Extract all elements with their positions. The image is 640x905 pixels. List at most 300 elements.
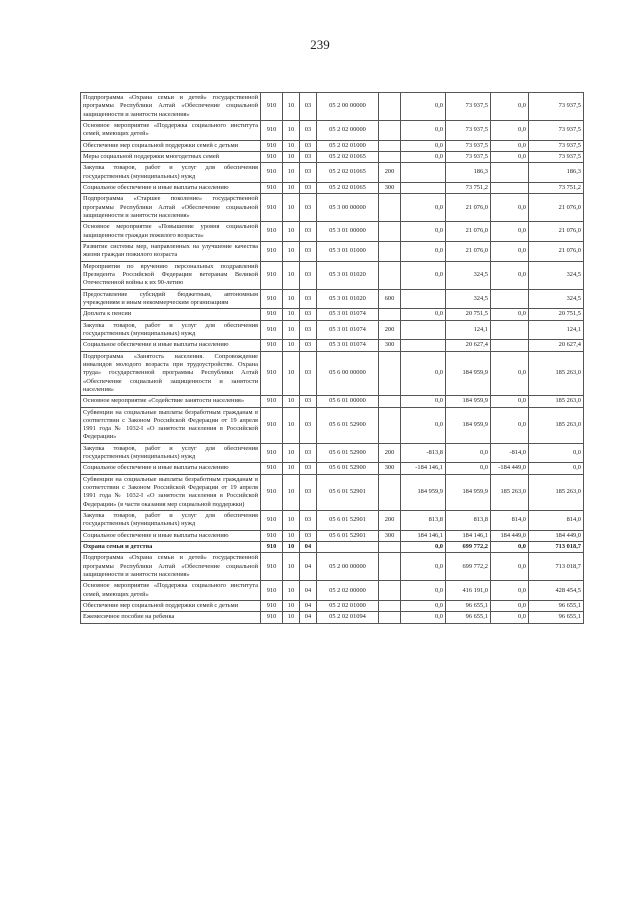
cell-name: Меры социальной поддержки многодетных семей [81, 151, 261, 162]
cell-csr: 05 6 01 52901 [317, 474, 379, 510]
cell-amount-1: 0,0 [401, 261, 446, 289]
cell-rz: 10 [283, 241, 300, 261]
cell-csr: 05 2 02 00000 [317, 120, 379, 140]
cell-amount-1: 0,0 [401, 407, 446, 443]
cell-amount-3: 0,0 [491, 351, 529, 396]
cell-name: Закупка товаров, работ и услуг для обеспечения государственных (муниципальных) нужд [81, 443, 261, 463]
cell-vr: 300 [379, 530, 401, 541]
cell-amount-4: 96 655,1 [529, 601, 584, 612]
cell-amount-1: 184 146,1 [401, 530, 446, 541]
cell-amount-2: 184 146,1 [446, 530, 491, 541]
cell-amount-1: 0,0 [401, 140, 446, 151]
cell-amount-3: 184 449,0 [491, 530, 529, 541]
table-row [81, 443, 584, 463]
cell-amount-4: 713 018,7 [529, 553, 584, 581]
table-row [81, 241, 584, 261]
table-row [81, 474, 584, 510]
cell-rz: 10 [283, 120, 300, 140]
cell-amount-3: 185 263,0 [491, 474, 529, 510]
cell-name: Мероприятия по вручению персональных поздравлений Президента Российской Федерации ветеранам Великой Отечественной войны к их 90-летию [81, 261, 261, 289]
cell-amount-2: 20 627,4 [446, 340, 491, 351]
cell-gr: 910 [261, 612, 283, 623]
cell-vr [379, 351, 401, 396]
cell-amount-1 [401, 182, 446, 193]
cell-amount-4: 428 454,5 [529, 581, 584, 601]
cell-csr: 05 3 00 00000 [317, 194, 379, 222]
cell-amount-2: 21 076,0 [446, 194, 491, 222]
cell-vr [379, 120, 401, 140]
table-row [81, 463, 584, 474]
cell-gr: 910 [261, 289, 283, 309]
cell-vr [379, 542, 401, 553]
cell-amount-4: 20 751,5 [529, 309, 584, 320]
cell-csr: 05 3 01 01074 [317, 320, 379, 340]
cell-amount-3: 0,0 [491, 581, 529, 601]
table-row [81, 340, 584, 351]
cell-amount-3 [491, 320, 529, 340]
cell-rz: 10 [283, 581, 300, 601]
cell-amount-1: 0,0 [401, 93, 446, 121]
cell-amount-3: 0,0 [491, 396, 529, 407]
cell-vr [379, 194, 401, 222]
cell-name: Подпрограмма «Охрана семьи и детей» государственной программы Республики Алтай «Обеспечение социальной защищенности и занятости населения» [81, 553, 261, 581]
cell-csr: 05 3 01 01000 [317, 241, 379, 261]
cell-amount-2: 20 751,5 [446, 309, 491, 320]
cell-vr: 300 [379, 463, 401, 474]
cell-pr: 03 [300, 182, 317, 193]
cell-amount-4: 184 449,0 [529, 530, 584, 541]
cell-amount-1 [401, 320, 446, 340]
cell-vr: 300 [379, 182, 401, 193]
cell-amount-4: 814,0 [529, 511, 584, 531]
cell-amount-4: 324,5 [529, 261, 584, 289]
cell-amount-2: 73 937,5 [446, 140, 491, 151]
cell-gr: 910 [261, 553, 283, 581]
cell-amount-3: 0,0 [491, 151, 529, 162]
cell-amount-3: 0,0 [491, 612, 529, 623]
table-row [81, 601, 584, 612]
cell-amount-2: 813,8 [446, 511, 491, 531]
cell-amount-4: 21 076,0 [529, 222, 584, 242]
cell-amount-2: 184 959,9 [446, 396, 491, 407]
cell-rz: 10 [283, 194, 300, 222]
budget-table [80, 92, 584, 624]
cell-name: Ежемесячное пособие на ребенка [81, 612, 261, 623]
cell-rz: 10 [283, 463, 300, 474]
cell-rz: 10 [283, 601, 300, 612]
cell-amount-1: 0,0 [401, 241, 446, 261]
cell-rz: 10 [283, 407, 300, 443]
table-row [81, 581, 584, 601]
cell-gr: 910 [261, 222, 283, 242]
cell-pr: 03 [300, 463, 317, 474]
table-row [81, 320, 584, 340]
table-row [81, 553, 584, 581]
cell-pr: 03 [300, 443, 317, 463]
cell-name: Социальное обеспечение и иные выплаты населению [81, 530, 261, 541]
cell-amount-3: 0,0 [491, 140, 529, 151]
cell-rz: 10 [283, 261, 300, 289]
cell-vr [379, 553, 401, 581]
cell-name: Охрана семьи и детства [81, 542, 261, 553]
cell-csr: 05 2 02 01000 [317, 601, 379, 612]
table-row [81, 151, 584, 162]
cell-vr [379, 222, 401, 242]
cell-name: Социальное обеспечение и иные выплаты населению [81, 182, 261, 193]
cell-gr: 910 [261, 407, 283, 443]
table-row [81, 163, 584, 183]
cell-amount-2: 184 959,9 [446, 474, 491, 510]
cell-csr: 05 2 02 01065 [317, 182, 379, 193]
cell-csr: 05 3 01 01020 [317, 289, 379, 309]
cell-amount-2: 416 191,0 [446, 581, 491, 601]
cell-amount-4: 186,3 [529, 163, 584, 183]
cell-amount-4: 73 937,5 [529, 93, 584, 121]
table-row [81, 542, 584, 553]
cell-amount-3: 0,0 [491, 601, 529, 612]
cell-rz: 10 [283, 396, 300, 407]
table-row [81, 530, 584, 541]
cell-amount-3: 0,0 [491, 194, 529, 222]
cell-gr: 910 [261, 463, 283, 474]
cell-gr: 910 [261, 151, 283, 162]
cell-pr: 03 [300, 93, 317, 121]
cell-amount-4: 21 076,0 [529, 194, 584, 222]
cell-rz: 10 [283, 612, 300, 623]
cell-amount-4: 96 655,1 [529, 612, 584, 623]
cell-amount-1: 0,0 [401, 396, 446, 407]
table-row [81, 194, 584, 222]
cell-pr: 04 [300, 553, 317, 581]
cell-amount-2: 184 959,9 [446, 351, 491, 396]
cell-csr: 05 3 01 00000 [317, 222, 379, 242]
cell-csr: 05 2 00 00000 [317, 553, 379, 581]
cell-rz: 10 [283, 340, 300, 351]
cell-vr: 200 [379, 320, 401, 340]
cell-rz: 10 [283, 163, 300, 183]
cell-csr: 05 2 02 01000 [317, 140, 379, 151]
table-row [81, 140, 584, 151]
cell-rz: 10 [283, 542, 300, 553]
cell-name: Подпрограмма «Занятость населения. Сопровождение инвалидов молодого возраста при трудоустройстве. Охрана труда» государственной программы Республики Алтай «Обеспечение социальной защищенности и занятости населения» [81, 351, 261, 396]
cell-pr: 03 [300, 289, 317, 309]
cell-gr: 910 [261, 530, 283, 541]
cell-amount-3: 0,0 [491, 261, 529, 289]
cell-csr: 05 6 01 52901 [317, 511, 379, 531]
cell-amount-3 [491, 289, 529, 309]
cell-amount-1: 813,8 [401, 511, 446, 531]
cell-amount-3: -184 449,0 [491, 463, 529, 474]
cell-amount-1 [401, 289, 446, 309]
cell-amount-1: 0,0 [401, 151, 446, 162]
cell-amount-3: 0,0 [491, 222, 529, 242]
cell-pr: 03 [300, 309, 317, 320]
cell-pr: 03 [300, 241, 317, 261]
cell-rz: 10 [283, 309, 300, 320]
cell-gr: 910 [261, 140, 283, 151]
cell-name: Подпрограмма «Охрана семьи и детей» государственной программы Республики Алтай «Обеспечение социальной защищенности и занятости населения» [81, 93, 261, 121]
cell-csr: 05 3 01 01020 [317, 261, 379, 289]
cell-name: Закупка товаров, работ и услуг для обеспечения государственных (муниципальных) нужд [81, 511, 261, 531]
table-row [81, 289, 584, 309]
cell-amount-1: -184 146,1 [401, 463, 446, 474]
cell-amount-1: 0,0 [401, 542, 446, 553]
cell-amount-4: 185 263,0 [529, 396, 584, 407]
cell-vr: 200 [379, 443, 401, 463]
cell-amount-3 [491, 163, 529, 183]
cell-pr: 04 [300, 581, 317, 601]
table-row [81, 511, 584, 531]
cell-amount-4: 185 263,0 [529, 474, 584, 510]
cell-gr: 910 [261, 241, 283, 261]
cell-gr: 910 [261, 511, 283, 531]
cell-gr: 910 [261, 396, 283, 407]
cell-gr: 910 [261, 120, 283, 140]
cell-gr: 910 [261, 542, 283, 553]
cell-pr: 03 [300, 194, 317, 222]
cell-gr: 910 [261, 194, 283, 222]
cell-amount-1: 0,0 [401, 222, 446, 242]
cell-amount-2: 699 772,2 [446, 553, 491, 581]
cell-csr: 05 6 00 00000 [317, 351, 379, 396]
cell-gr: 910 [261, 182, 283, 193]
cell-amount-3: 0,0 [491, 120, 529, 140]
cell-csr: 05 2 02 00000 [317, 581, 379, 601]
cell-csr: 05 3 01 01074 [317, 309, 379, 320]
cell-amount-4: 185 263,0 [529, 351, 584, 396]
cell-rz: 10 [283, 182, 300, 193]
cell-name: Социальное обеспечение и иные выплаты населению [81, 340, 261, 351]
cell-gr: 910 [261, 309, 283, 320]
cell-rz: 10 [283, 351, 300, 396]
cell-rz: 10 [283, 140, 300, 151]
cell-csr: 05 6 01 00000 [317, 396, 379, 407]
cell-vr [379, 601, 401, 612]
cell-csr: 05 2 02 01094 [317, 612, 379, 623]
cell-amount-4: 20 627,4 [529, 340, 584, 351]
cell-name: Обеспечение мер социальной поддержки семей с детьми [81, 140, 261, 151]
cell-rz: 10 [283, 530, 300, 541]
cell-rz: 10 [283, 320, 300, 340]
cell-gr: 910 [261, 93, 283, 121]
table-row [81, 351, 584, 396]
cell-vr [379, 407, 401, 443]
cell-amount-1 [401, 163, 446, 183]
cell-name: Основное мероприятие «Поддержка социального института семей, имеющих детей» [81, 581, 261, 601]
cell-name: Основное мероприятие «Содействие занятости населения» [81, 396, 261, 407]
cell-csr: 05 6 01 52900 [317, 407, 379, 443]
cell-vr [379, 581, 401, 601]
cell-amount-2: 324,5 [446, 289, 491, 309]
table-row [81, 396, 584, 407]
cell-amount-1: 0,0 [401, 351, 446, 396]
table-row [81, 261, 584, 289]
cell-amount-1: 0,0 [401, 553, 446, 581]
cell-name: Субвенции на социальные выплаты безработным гражданам в соответствии с Законом Российской Федерации от 19 апреля 1991 года № 1032-I «О занятости населения в Российской Федерации» (в части оказания мер социальной поддержки) [81, 474, 261, 510]
cell-gr: 910 [261, 474, 283, 510]
cell-amount-4: 73 937,5 [529, 151, 584, 162]
cell-rz: 10 [283, 553, 300, 581]
cell-amount-2: 21 076,0 [446, 222, 491, 242]
cell-amount-1: -813,8 [401, 443, 446, 463]
table-row [81, 120, 584, 140]
cell-gr: 910 [261, 351, 283, 396]
cell-vr [379, 261, 401, 289]
cell-csr: 05 6 01 52901 [317, 530, 379, 541]
cell-pr: 03 [300, 140, 317, 151]
table-row [81, 407, 584, 443]
table-row [81, 222, 584, 242]
cell-vr: 200 [379, 163, 401, 183]
cell-pr: 04 [300, 601, 317, 612]
cell-pr: 03 [300, 222, 317, 242]
cell-amount-3 [491, 182, 529, 193]
cell-pr: 03 [300, 320, 317, 340]
cell-amount-2: 73 937,5 [446, 93, 491, 121]
page-number: 239 [310, 37, 330, 52]
cell-csr: 05 6 01 52900 [317, 443, 379, 463]
cell-name: Доплата к пенсии [81, 309, 261, 320]
cell-amount-2: 0,0 [446, 443, 491, 463]
cell-amount-4: 73 937,5 [529, 120, 584, 140]
cell-amount-4: 124,1 [529, 320, 584, 340]
cell-amount-2: 0,0 [446, 463, 491, 474]
table-row [81, 309, 584, 320]
cell-amount-2: 699 772,2 [446, 542, 491, 553]
budget-table-body [81, 93, 584, 624]
cell-rz: 10 [283, 443, 300, 463]
cell-amount-4: 21 076,0 [529, 241, 584, 261]
cell-amount-3 [491, 340, 529, 351]
cell-pr: 03 [300, 474, 317, 510]
cell-amount-2: 21 076,0 [446, 241, 491, 261]
cell-amount-2: 73 937,5 [446, 151, 491, 162]
cell-vr [379, 309, 401, 320]
cell-name: Закупка товаров, работ и услуг для обеспечения государственных (муниципальных) нужд [81, 163, 261, 183]
cell-rz: 10 [283, 474, 300, 510]
cell-gr: 910 [261, 320, 283, 340]
cell-amount-3: 0,0 [491, 309, 529, 320]
cell-pr: 03 [300, 261, 317, 289]
cell-gr: 910 [261, 340, 283, 351]
cell-amount-2: 124,1 [446, 320, 491, 340]
cell-amount-3: -814,0 [491, 443, 529, 463]
cell-vr [379, 612, 401, 623]
cell-amount-4: 185 263,0 [529, 407, 584, 443]
cell-amount-1: 0,0 [401, 601, 446, 612]
cell-csr: 05 3 01 01074 [317, 340, 379, 351]
cell-csr: 05 2 00 00000 [317, 93, 379, 121]
cell-amount-3: 814,0 [491, 511, 529, 531]
cell-amount-3: 0,0 [491, 241, 529, 261]
cell-amount-2: 96 655,1 [446, 612, 491, 623]
cell-amount-4: 0,0 [529, 463, 584, 474]
table-row [81, 93, 584, 121]
cell-amount-2: 96 655,1 [446, 601, 491, 612]
cell-amount-3: 0,0 [491, 407, 529, 443]
cell-amount-4: 713 018,7 [529, 542, 584, 553]
cell-pr: 03 [300, 407, 317, 443]
cell-pr: 03 [300, 530, 317, 541]
cell-amount-4: 324,5 [529, 289, 584, 309]
cell-vr [379, 474, 401, 510]
cell-pr: 03 [300, 511, 317, 531]
cell-amount-2: 186,3 [446, 163, 491, 183]
cell-rz: 10 [283, 151, 300, 162]
cell-pr: 03 [300, 151, 317, 162]
cell-rz: 10 [283, 511, 300, 531]
cell-name: Основное мероприятие «Поддержка социального института семей, имеющих детей» [81, 120, 261, 140]
cell-vr: 600 [379, 289, 401, 309]
cell-csr: 05 2 02 01065 [317, 163, 379, 183]
cell-amount-2: 73 751,2 [446, 182, 491, 193]
cell-pr: 03 [300, 351, 317, 396]
cell-amount-1: 0,0 [401, 194, 446, 222]
cell-amount-1: 0,0 [401, 612, 446, 623]
cell-vr [379, 93, 401, 121]
cell-pr: 03 [300, 340, 317, 351]
cell-amount-2: 184 959,9 [446, 407, 491, 443]
cell-vr [379, 396, 401, 407]
cell-csr [317, 542, 379, 553]
table-row [81, 612, 584, 623]
cell-vr: 200 [379, 511, 401, 531]
cell-gr: 910 [261, 443, 283, 463]
cell-amount-3: 0,0 [491, 93, 529, 121]
cell-amount-4: 0,0 [529, 443, 584, 463]
cell-amount-2: 73 937,5 [446, 120, 491, 140]
cell-amount-3: 0,0 [491, 553, 529, 581]
cell-name: Подпрограмма «Старшее поколение» государственной программы Республики Алтай «Обеспечение социальной защищенности и занятости населения» [81, 194, 261, 222]
cell-rz: 10 [283, 289, 300, 309]
cell-vr [379, 151, 401, 162]
cell-pr: 04 [300, 612, 317, 623]
cell-gr: 910 [261, 601, 283, 612]
cell-name: Предоставление субсидий бюджетным, автономным учреждениям и иным некоммерческим организациям [81, 289, 261, 309]
cell-name: Закупка товаров, работ и услуг для обеспечения государственных (муниципальных) нужд [81, 320, 261, 340]
cell-amount-1: 0,0 [401, 309, 446, 320]
cell-gr: 910 [261, 581, 283, 601]
cell-gr: 910 [261, 163, 283, 183]
cell-amount-1: 184 959,9 [401, 474, 446, 510]
cell-name: Социальное обеспечение и иные выплаты населению [81, 463, 261, 474]
cell-rz: 10 [283, 222, 300, 242]
cell-amount-4: 73 751,2 [529, 182, 584, 193]
table-row [81, 182, 584, 193]
cell-csr: 05 6 01 52900 [317, 463, 379, 474]
cell-name: Развитие системы мер, направленных на улучшение качества жизни граждан пожилого возраста [81, 241, 261, 261]
cell-name: Обеспечение мер социальной поддержки семей с детьми [81, 601, 261, 612]
cell-name: Основное мероприятие «Повышение уровня социальной защищенности граждан пожилого возраста» [81, 222, 261, 242]
cell-pr: 04 [300, 542, 317, 553]
cell-vr [379, 140, 401, 151]
cell-amount-4: 73 937,5 [529, 140, 584, 151]
cell-name: Субвенции на социальные выплаты безработным гражданам в соответствии с Законом Российской Федерации от 19 апреля 1991 года № 1032-I «О занятости населения в Российской Федерации» [81, 407, 261, 443]
cell-pr: 03 [300, 163, 317, 183]
cell-vr [379, 241, 401, 261]
cell-csr: 05 2 02 01065 [317, 151, 379, 162]
cell-amount-3: 0,0 [491, 542, 529, 553]
cell-amount-1 [401, 340, 446, 351]
cell-gr: 910 [261, 261, 283, 289]
cell-amount-2: 324,5 [446, 261, 491, 289]
cell-amount-1: 0,0 [401, 120, 446, 140]
cell-pr: 03 [300, 120, 317, 140]
cell-amount-1: 0,0 [401, 581, 446, 601]
cell-pr: 03 [300, 396, 317, 407]
cell-vr: 300 [379, 340, 401, 351]
cell-rz: 10 [283, 93, 300, 121]
